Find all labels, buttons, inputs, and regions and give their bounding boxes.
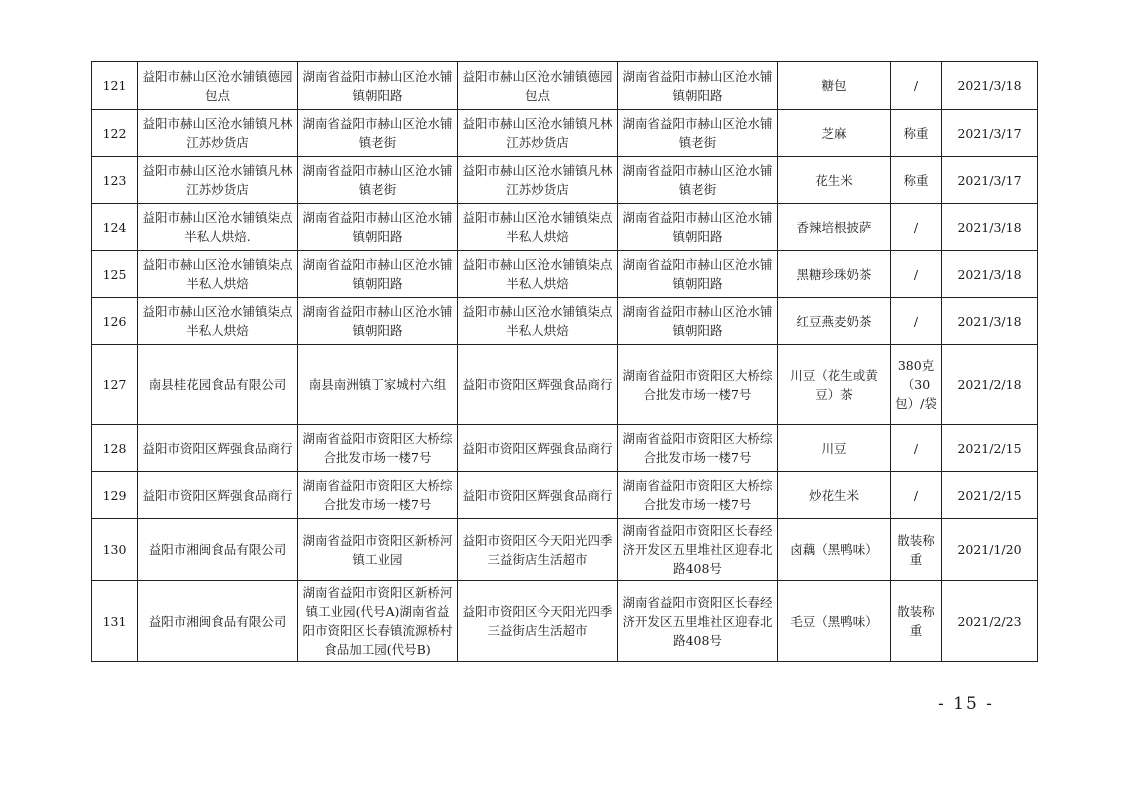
cell-no: 127 [92,345,138,425]
cell-spec: / [891,425,942,472]
table-row [92,204,1038,251]
cell-product: 红豆燕麦奶茶 [778,298,891,345]
cell-spec: / [891,62,942,110]
cell-seller: 益阳市资阳区今天阳光四季三益街店生活超市 [458,581,618,662]
cell-seller-address: 湖南省益阳市赫山区沧水铺镇朝阳路 [618,251,778,298]
cell-producer-address: 南县南洲镇丁家城村六组 [298,345,458,425]
cell-producer-address: 湖南省益阳市赫山区沧水铺镇朝阳路 [298,204,458,251]
cell-spec: 称重 [891,110,942,157]
cell-seller: 益阳市赫山区沧水铺镇柒点半私人烘焙 [458,251,618,298]
table-row [92,298,1038,345]
cell-seller: 益阳市资阳区辉强食品商行 [458,472,618,519]
cell-seller-address: 湖南省益阳市资阳区大桥综合批发市场一楼7号 [618,425,778,472]
cell-spec: 称重 [891,157,942,204]
cell-date: 2021/2/23 [942,581,1038,662]
cell-seller-address: 湖南省益阳市赫山区沧水铺镇朝阳路 [618,62,778,110]
table-row [92,345,1038,425]
cell-no: 129 [92,472,138,519]
cell-product: 川豆 [778,425,891,472]
cell-seller: 益阳市资阳区辉强食品商行 [458,345,618,425]
cell-producer-address: 湖南省益阳市资阳区大桥综合批发市场一楼7号 [298,425,458,472]
cell-date: 2021/3/18 [942,251,1038,298]
cell-seller-address: 湖南省益阳市赫山区沧水铺镇朝阳路 [618,298,778,345]
cell-seller: 益阳市赫山区沧水铺镇德园包点 [458,62,618,110]
cell-producer: 益阳市赫山区沧水铺镇德园包点 [138,62,298,110]
cell-product: 毛豆（黑鸭味） [778,581,891,662]
cell-product: 香辣培根披萨 [778,204,891,251]
cell-producer: 益阳市赫山区沧水铺镇柒点半私人烘焙. [138,204,298,251]
cell-seller-address: 湖南省益阳市资阳区大桥综合批发市场一楼7号 [618,345,778,425]
cell-no: 124 [92,204,138,251]
table-row [92,519,1038,581]
cell-date: 2021/3/17 [942,110,1038,157]
cell-seller: 益阳市赫山区沧水铺镇凡林江苏炒货店 [458,157,618,204]
cell-seller-address: 湖南省益阳市资阳区长春经济开发区五里堆社区迎春北路408号 [618,581,778,662]
cell-date: 2021/3/18 [942,62,1038,110]
cell-seller: 益阳市资阳区辉强食品商行 [458,425,618,472]
cell-spec: 380克（30包）/袋 [891,345,942,425]
cell-no: 131 [92,581,138,662]
cell-date: 2021/1/20 [942,519,1038,581]
cell-product: 黑糖珍珠奶茶 [778,251,891,298]
cell-no: 121 [92,62,138,110]
table-row [92,110,1038,157]
cell-no: 125 [92,251,138,298]
cell-seller: 益阳市赫山区沧水铺镇凡林江苏炒货店 [458,110,618,157]
cell-no: 122 [92,110,138,157]
cell-date: 2021/2/18 [942,345,1038,425]
cell-seller-address: 湖南省益阳市资阳区长春经济开发区五里堆社区迎春北路408号 [618,519,778,581]
cell-no: 128 [92,425,138,472]
cell-producer: 益阳市赫山区沧水铺镇柒点半私人烘焙 [138,298,298,345]
cell-spec: / [891,251,942,298]
cell-seller: 益阳市赫山区沧水铺镇柒点半私人烘焙 [458,204,618,251]
cell-producer-address: 湖南省益阳市资阳区新桥河镇工业园(代号A)湖南省益阳市资阳区长春镇流源桥村食品加工园(代号B) [298,581,458,662]
cell-date: 2021/2/15 [942,425,1038,472]
cell-producer-address: 湖南省益阳市资阳区新桥河镇工业园 [298,519,458,581]
table-row [92,472,1038,519]
cell-producer-address: 湖南省益阳市资阳区大桥综合批发市场一楼7号 [298,472,458,519]
cell-producer-address: 湖南省益阳市赫山区沧水铺镇朝阳路 [298,251,458,298]
cell-producer-address: 湖南省益阳市赫山区沧水铺镇朝阳路 [298,298,458,345]
cell-producer-address: 湖南省益阳市赫山区沧水铺镇老街 [298,157,458,204]
cell-date: 2021/2/15 [942,472,1038,519]
records-table [91,61,1038,662]
cell-producer: 益阳市湘闽食品有限公司 [138,519,298,581]
cell-product: 川豆（花生或黄豆）茶 [778,345,891,425]
cell-product: 芝麻 [778,110,891,157]
cell-producer: 益阳市赫山区沧水铺镇凡林江苏炒货店 [138,157,298,204]
cell-producer: 益阳市资阳区辉强食品商行 [138,425,298,472]
table-row [92,425,1038,472]
cell-spec: / [891,472,942,519]
cell-seller-address: 湖南省益阳市赫山区沧水铺镇老街 [618,110,778,157]
cell-product: 卤藕（黑鸭味） [778,519,891,581]
cell-producer: 益阳市赫山区沧水铺镇柒点半私人烘焙 [138,251,298,298]
cell-spec: 散装称重 [891,519,942,581]
cell-product: 糖包 [778,62,891,110]
cell-spec: 散装称重 [891,581,942,662]
cell-no: 130 [92,519,138,581]
page-number: - 15 - [938,694,994,714]
cell-seller-address: 湖南省益阳市资阳区大桥综合批发市场一楼7号 [618,472,778,519]
cell-producer: 南县桂花园食品有限公司 [138,345,298,425]
cell-no: 123 [92,157,138,204]
cell-spec: / [891,204,942,251]
cell-producer: 益阳市湘闽食品有限公司 [138,581,298,662]
cell-date: 2021/3/18 [942,298,1038,345]
cell-producer: 益阳市资阳区辉强食品商行 [138,472,298,519]
table-row [92,157,1038,204]
table-row [92,581,1038,662]
cell-product: 炒花生米 [778,472,891,519]
cell-seller-address: 湖南省益阳市赫山区沧水铺镇朝阳路 [618,204,778,251]
cell-producer-address: 湖南省益阳市赫山区沧水铺镇朝阳路 [298,62,458,110]
table-row [92,251,1038,298]
table-row [92,62,1038,110]
cell-date: 2021/3/18 [942,204,1038,251]
cell-spec: / [891,298,942,345]
cell-producer-address: 湖南省益阳市赫山区沧水铺镇老街 [298,110,458,157]
cell-date: 2021/3/17 [942,157,1038,204]
cell-seller: 益阳市赫山区沧水铺镇柒点半私人烘焙 [458,298,618,345]
cell-seller: 益阳市资阳区今天阳光四季三益街店生活超市 [458,519,618,581]
cell-producer: 益阳市赫山区沧水铺镇凡林江苏炒货店 [138,110,298,157]
cell-product: 花生米 [778,157,891,204]
cell-seller-address: 湖南省益阳市赫山区沧水铺镇老街 [618,157,778,204]
cell-no: 126 [92,298,138,345]
